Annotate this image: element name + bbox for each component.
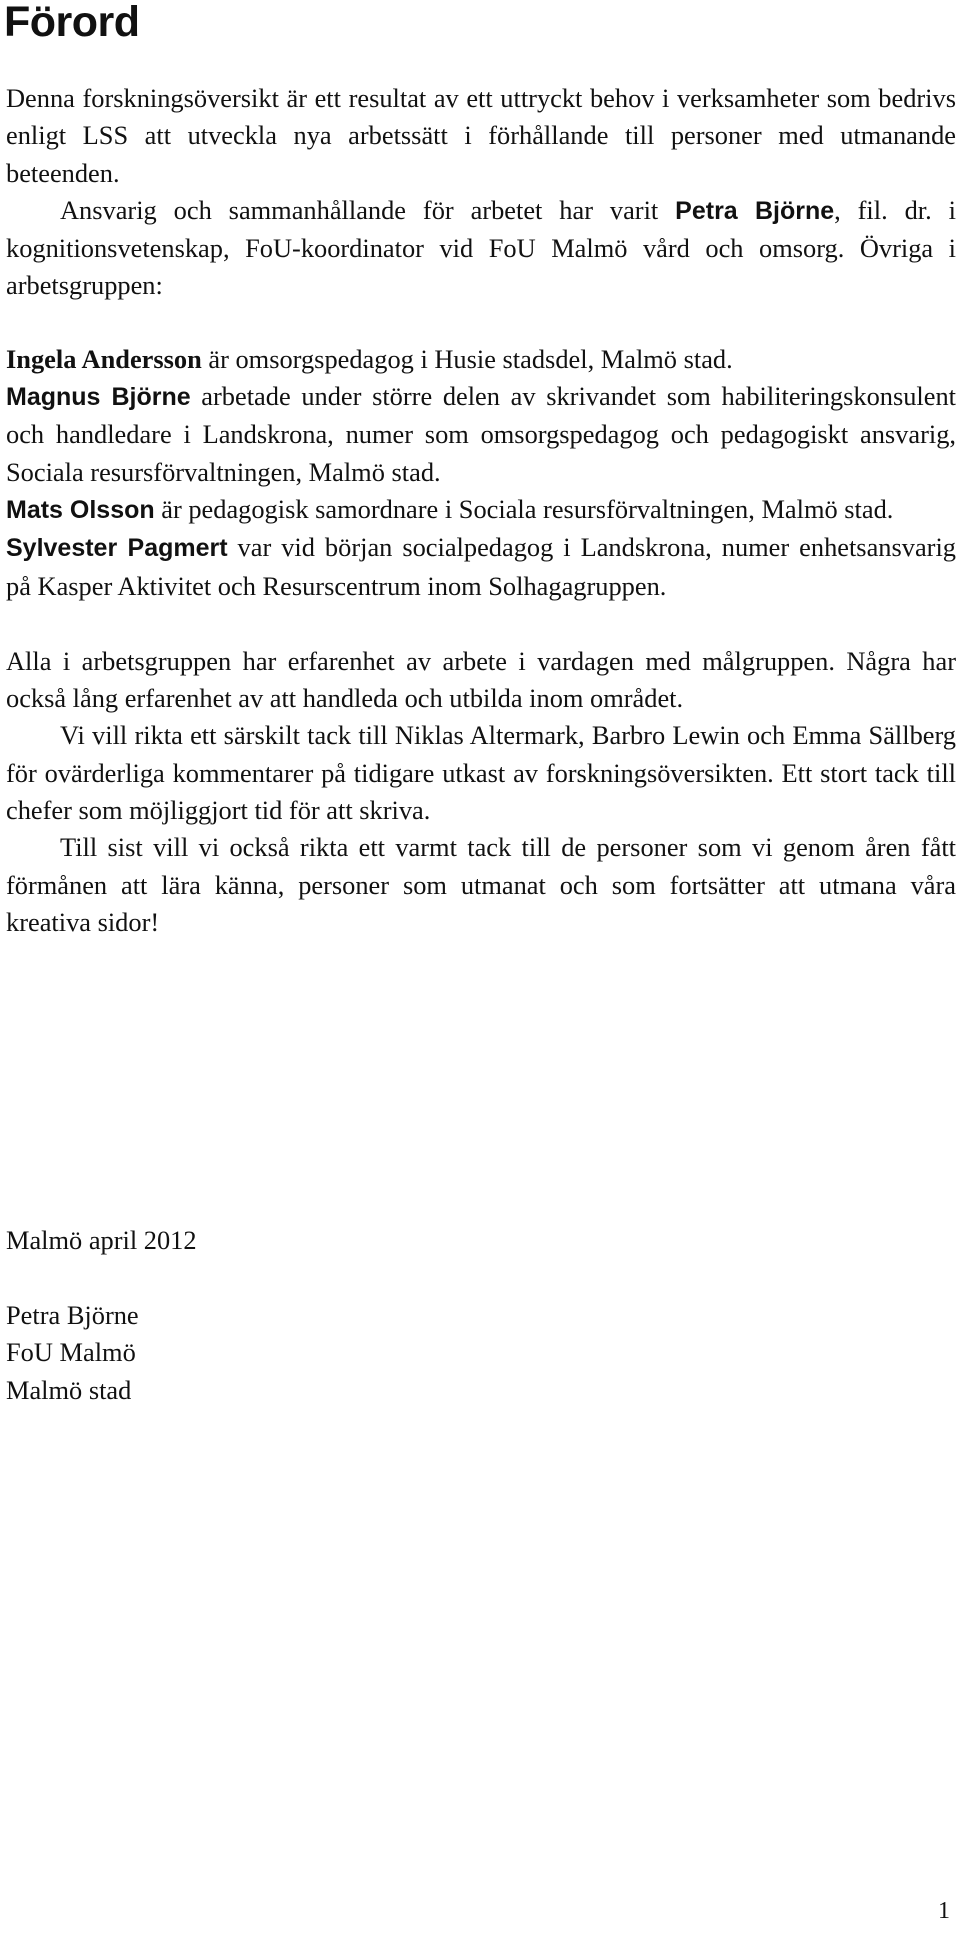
page-number: 1: [938, 1898, 950, 1924]
intro-paragraph: [6, 80, 956, 192]
member-name: Ingela Andersson: [6, 343, 202, 374]
member-entry: [6, 529, 956, 605]
member-name: Magnus Björne: [6, 383, 191, 412]
signature-block: [6, 1297, 139, 1409]
member-entry: [6, 491, 956, 529]
signature-date: Malmö april 2012: [6, 1225, 197, 1255]
responsible-text-post: , fil. dr. i kognitionsvetenskap, FoU-koordinator vid FoU Malmö vård och omsorg. Övriga i arbetsgruppen:: [6, 194, 956, 301]
responsible-paragraph: [6, 192, 956, 305]
signature-city: Malmö stad: [6, 1374, 132, 1405]
member-description: är pedagogisk samordnare i Sociala resursförvaltningen, Malmö stad.: [154, 493, 894, 524]
member-description: arbetade under större delen av skrivandet som habiliteringskonsulent och handledare i Landskrona, numer som omsorgspedagog och pedagogiskt ansvarig, Sociala resursförvaltningen, Malmö stad.: [6, 381, 956, 487]
member-entry: [6, 378, 956, 491]
thanks-paragraph: [6, 717, 956, 829]
final-thanks-text: Till sist vill vi också rikta ett varmt tack till de personer som vi genom åren fått förmånen att lära känna, personer som utmanat och som fortsätter att utmana våra kreativa sidor!: [6, 832, 956, 937]
body-text: [6, 80, 956, 941]
intro-text: Denna forskningsöversikt är ett resultat av ett uttryckt behov i verksamheter som bedrivs enligt LSS att utveckla nya arbetssätt i förhållande till personer med utmanande beteenden.: [6, 83, 956, 188]
member-name: Sylvester Pagmert: [6, 534, 228, 563]
signature-name: Petra Björne: [6, 1300, 139, 1330]
thanks-text: Vi vill rikta ett särskilt tack till Niklas Altermark, Barbro Lewin och Emma Sällberg för ovärderliga kommentarer på tidigare utkast av forskningsöversikten. Ett stort tack till chefer som möjliggjort tid för att skriva.: [6, 720, 956, 826]
closing-text: Alla i arbetsgruppen har erfarenhet av arbete i vardagen med målgruppen. Några har också lång erfarenhet av att handleda och utbilda inom området.: [6, 645, 956, 714]
member-description: är omsorgspedagog i Husie stadsdel, Malmö stad.: [201, 343, 733, 374]
page-title: Förord: [4, 0, 140, 46]
responsible-name: Petra Björne: [675, 196, 835, 225]
responsible-text-pre: Ansvarig och sammanhållande för arbetet har varit: [60, 194, 676, 225]
closing-paragraph: [6, 643, 956, 718]
final-thanks-paragraph: [6, 829, 956, 941]
member-entry: [6, 341, 956, 378]
member-description: var vid början socialpedagog i Landskrona, numer enhetsansvarig på Kasper Aktivitet och Resurscentrum inom Solhagagruppen.: [6, 532, 956, 601]
signature-org: FoU Malmö: [6, 1337, 136, 1368]
member-name: Mats Olsson: [6, 495, 155, 524]
